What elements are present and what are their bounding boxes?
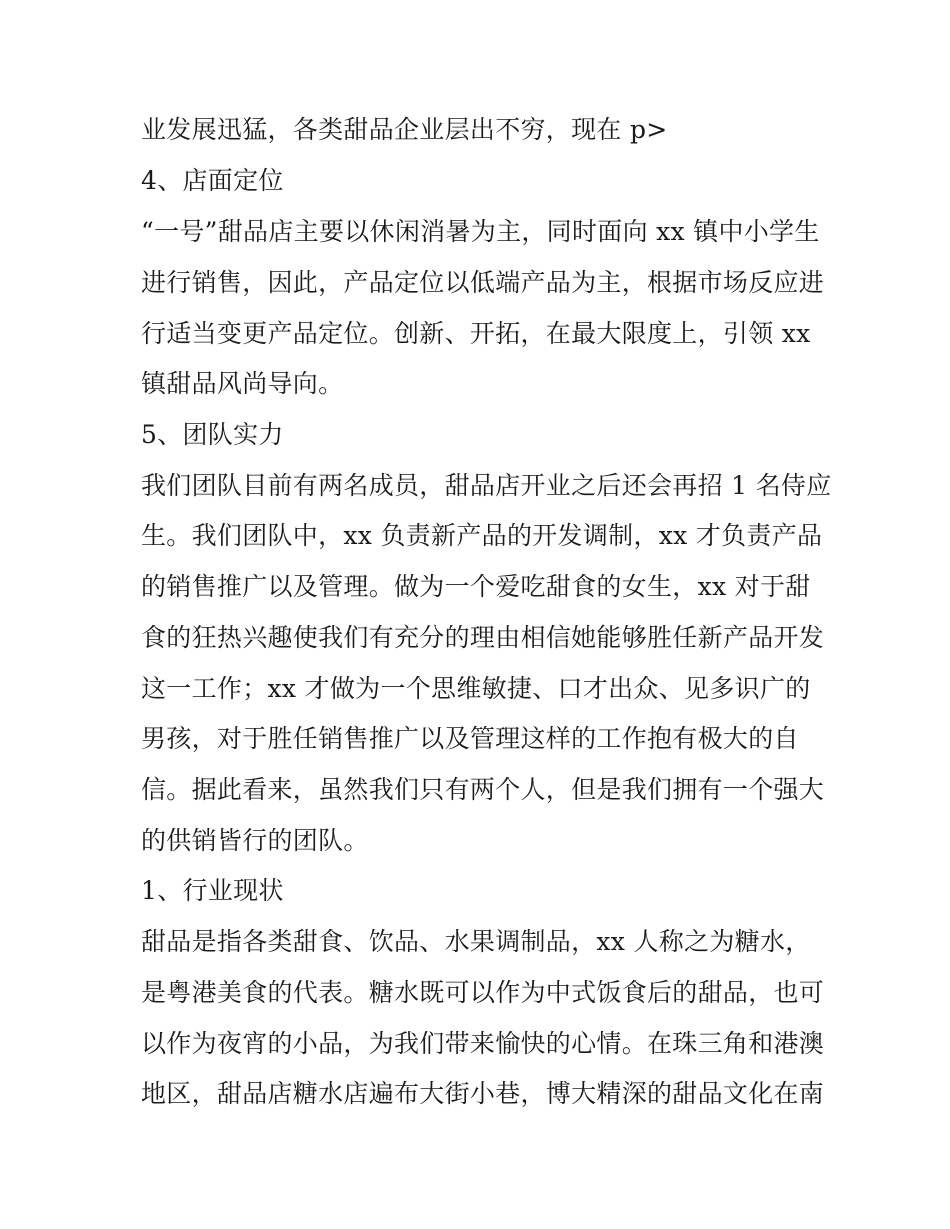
- paragraph-line: “一号”甜品店主要以休闲消暑为主，同时面向 xx 镇中小学生: [141, 217, 820, 246]
- paragraph-line: 男孩，对于胜任销售推广以及管理这样的工作抱有极大的自: [141, 724, 799, 753]
- paragraph-line: 镇甜品风尚导向。: [141, 369, 344, 398]
- paragraph-line: 业发展迅猛，各类甜品企业层出不穷，现在 p>: [141, 115, 668, 144]
- paragraph-line: 食的狂热兴趣使我们有充分的理由相信她能够胜任新产品开发: [141, 623, 825, 652]
- paragraph-line: 的销售推广以及管理。做为一个爱吃甜食的女生，xx 对于甜: [141, 572, 811, 601]
- section-heading: 4、店面定位: [141, 166, 284, 195]
- paragraph-line: 的供销皆行的团队。: [141, 826, 369, 855]
- paragraph-line: 信。据此看来，虽然我们只有两个人，但是我们拥有一个强大: [141, 775, 825, 804]
- section-heading: 5、团队实力: [141, 420, 284, 449]
- section-heading: 1、行业现状: [141, 876, 284, 905]
- paragraph-line: 我们团队目前有两名成员，甜品店开业之后还会再招 1 名侍应: [141, 471, 832, 500]
- paragraph-line: 行适当变更产品定位。创新、开拓，在最大限度上，引领 xx: [141, 319, 811, 348]
- paragraph-line: 这一工作；xx 才做为一个思维敏捷、口才出众、见多识广的: [141, 674, 811, 703]
- paragraph-line: 以作为夜宵的小品，为我们带来愉快的心情。在珠三角和港澳: [141, 1029, 825, 1058]
- paragraph-line: 生。我们团队中，xx 负责新产品的开发调制，xx 才负责产品: [141, 521, 823, 550]
- paragraph-line: 进行销售，因此，产品定位以低端产品为主，根据市场反应进: [141, 268, 825, 297]
- paragraph-line: 是粤港美食的代表。糖水既可以作为中式饭食后的甜品，也可: [141, 978, 825, 1007]
- paragraph-line: 地区，甜品店糖水店遍布大街小巷，博大精深的甜品文化在南: [141, 1079, 825, 1108]
- paragraph-line: 甜品是指各类甜食、饮品、水果调制品，xx 人称之为糖水，: [141, 927, 811, 956]
